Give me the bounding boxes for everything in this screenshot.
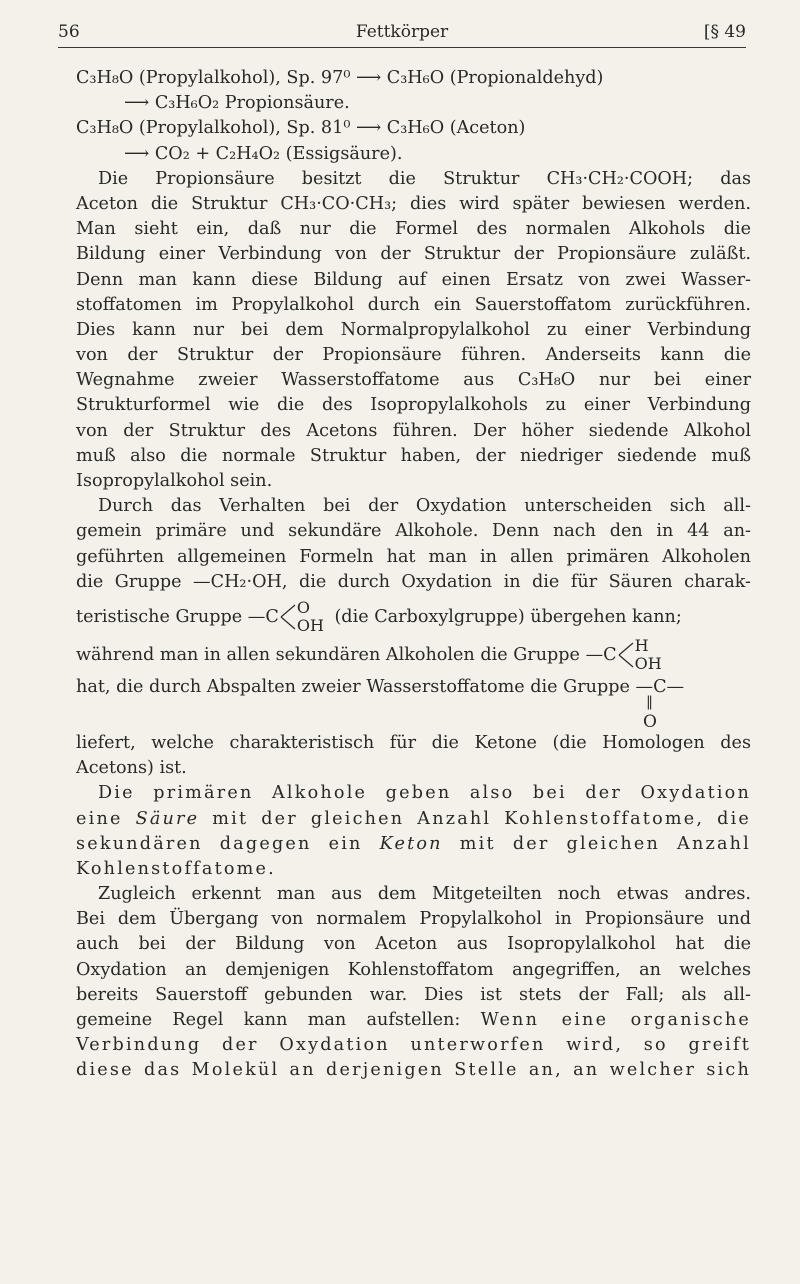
header-rule xyxy=(58,47,746,48)
text-line: Bildung einer Verbindung von der Struktur der Propionsäure zuläßt. xyxy=(76,244,751,265)
text-segment: eine xyxy=(76,808,123,829)
text-line: von der Struktur des Acetons führen. Der höher siedende Alkohol xyxy=(76,420,751,441)
text-line-with-emphasis xyxy=(76,832,751,857)
reaction-2b: ⟶ CO₂ + C₂H₄O₂ (Essigsäure). xyxy=(124,143,403,164)
text-line: Isopropylalkohol sein. xyxy=(76,471,273,491)
text-line: geführten allgemeinen Formeln hat man in allen primären Alkoholen xyxy=(76,546,751,567)
text-line: Acetons) ist. xyxy=(76,758,187,779)
text-line: Zugleich erkennt man aus dem Mitgeteilten noch etwas andres. xyxy=(98,884,751,905)
paragraph-rule xyxy=(76,882,751,1084)
text-segment: hat, die durch Abspalten zweier Wasserstoffatome die Gruppe —C— xyxy=(76,676,685,697)
text-segment: gemeine Regel kann man aufstellen: xyxy=(76,1010,461,1030)
formula-bottom: OH xyxy=(634,653,662,673)
text-line: muß also die normale Struktur haben, der niedriger siedende muß xyxy=(76,445,751,466)
text-line: gemein primäre und sekundäre Alkohole. Denn nach den in 44 an- xyxy=(76,521,751,542)
paragraph-summary xyxy=(76,781,751,882)
formula-bottom: OH xyxy=(296,615,324,635)
secondary-group-line xyxy=(76,637,751,675)
text-line-with-emphasis xyxy=(76,807,751,832)
running-title: Fettkörper xyxy=(355,22,449,42)
page-number: 56 xyxy=(58,22,80,42)
text-line: Man sieht ein, daß nur die Formel des normalen Alkohols die xyxy=(76,219,751,240)
text-line: Durch das Verhalten bei der Oxydation unterscheiden sich all- xyxy=(98,496,751,517)
text-segment: während man in allen sekundären Alkoholen die Gruppe —C xyxy=(76,644,617,665)
paragraph-oxidation xyxy=(76,494,751,781)
text-line: stoffatomen im Propylalkohol durch ein Sauerstoffatom zurückführen. xyxy=(76,294,751,315)
carboxyl-group-line xyxy=(76,599,751,637)
text-line: Bei dem Übergang von normalem Propylalkohol in Propionsäure und xyxy=(76,909,751,930)
text-line: bereits Sauerstoff gebunden war. Dies ist stets der Fall; als all- xyxy=(76,984,751,1005)
carbonyl-group-line xyxy=(76,675,751,732)
text-line: liefert, welche charakteristisch für die Ketone (die Homologen des xyxy=(76,732,751,753)
double-bond: ‖ xyxy=(646,693,653,710)
text-segment: (die Carboxylgruppe) übergehen kann; xyxy=(334,606,682,627)
text-line-with-spaced xyxy=(76,1008,751,1033)
text-line: Aceton die Struktur CH₃·CO·CH₃; dies wird später bewiesen werden. xyxy=(76,193,751,214)
oxygen-atom: O xyxy=(643,711,657,732)
carboxyl-formula xyxy=(279,597,324,635)
text-line: von der Struktur der Propionsäure führen. Anderseits kann die xyxy=(76,345,751,366)
text-line: Die primären Alkohole geben also bei der Oxydation xyxy=(98,783,751,804)
spaced-rule-start: Wenn eine organische xyxy=(480,1010,751,1030)
text-segment: sekundären dagegen ein xyxy=(76,833,363,854)
paragraph-structure xyxy=(76,167,751,494)
reaction-1a: C₃H₈O (Propylalkohol), Sp. 97⁰ ⟶ C₃H₆O (Propionaldehyd) xyxy=(76,68,604,88)
text-line: diese das Molekül an derjenigen Stelle an, an welcher sich xyxy=(76,1060,751,1081)
secondary-formula xyxy=(617,635,662,673)
emphasis-keton: Keton xyxy=(379,833,443,854)
text-segment: mit der gleichen Anzahl xyxy=(459,833,752,854)
emphasis-saeure: Säure xyxy=(135,808,200,829)
text-line: Denn man kann diese Bildung auf einen Ersatz von zwei Wasser- xyxy=(76,269,751,290)
text-line: Dies kann nur bei dem Normalpropylalkohol zu einer Verbindung xyxy=(76,319,751,340)
carbonyl-formula xyxy=(630,675,660,732)
text-line: Verbindung der Oxydation unterworfen wird, so greift xyxy=(76,1035,751,1056)
reaction-2a: C₃H₈O (Propylalkohol), Sp. 81⁰ ⟶ C₃H₆O (Aceton) xyxy=(76,118,526,139)
formula-top: O xyxy=(296,597,310,617)
text-line: Kohlenstoffatome. xyxy=(76,858,276,879)
text-segment: teristische Gruppe —C xyxy=(76,606,279,627)
text-line: Oxydation an demjenigen Kohlenstoffatom angegriffen, an welches xyxy=(76,959,751,980)
page-body xyxy=(76,66,751,1084)
bond-lines xyxy=(617,637,635,673)
section-marker: [§ 49 xyxy=(703,22,746,42)
text-line: Wegnahme zweier Wasserstoffatome aus C₃H₈O nur bei einer xyxy=(76,370,751,391)
text-line: die Gruppe —CH₂·OH, die durch Oxydation in die für Säuren charak- xyxy=(76,571,751,592)
reaction-1b: ⟶ C₃H₆O₂ Propionsäure. xyxy=(124,93,350,114)
text-line: auch bei der Bildung von Aceton aus Isopropylalkohol hat die xyxy=(76,934,751,955)
text-line: Die Propionsäure besitzt die Struktur CH₃·CH₂·COOH; das xyxy=(98,168,751,189)
text-segment: mit der gleichen Anzahl Kohlenstoffatome, die xyxy=(212,808,752,829)
text-line: Strukturformel wie die des Isopropylalkohols zu einer Verbindung xyxy=(76,395,751,416)
bond-lines xyxy=(279,599,297,635)
formula-top: H xyxy=(634,635,649,655)
